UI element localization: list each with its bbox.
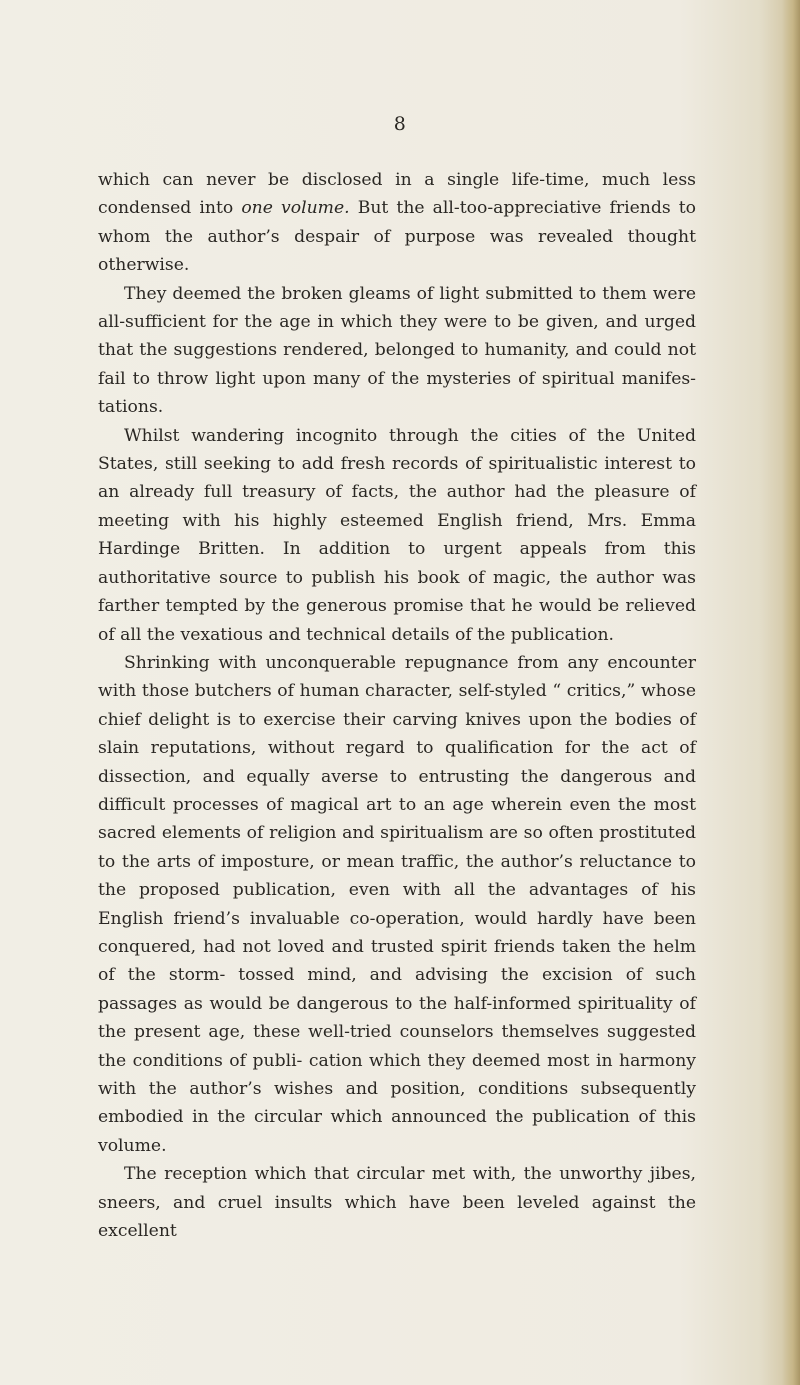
paragraph-1-text-a: which can never be disclosed in a single life-time, much less condensed into [98,170,696,219]
body-text [98,166,696,1245]
page-number: 8 [393,113,407,135]
paragraph-1 [98,166,696,280]
paragraph-1-text-b: But the all-too-appreciative friends to whom the author’s despair of purpose was revealed thought otherwise. [98,198,697,276]
paragraph-3: Whilst wandering incognito through the cities of the United States, still seeking to add fresh records of spiritualistic interest to an already full treasury of facts, the author had the pleasure of meeting with his highly esteemed English friend, Mrs. Emma Hardinge Britten. In addition to urgent appeals from this authoritative source to publish his book of magic, the author was farther tempted by the generous promise that he would be relieved of all the vexatious and technical details of the publication. [98,425,696,645]
paragraph-1-italic: one volume. [241,198,350,219]
page-edge-shadow [782,0,800,1385]
paragraph-4: Shrinking with unconquerable repugnance from any encounter with those butchers of human character, self-styled “ critics,” whose chief delight is to exercise their carving knives upon the bodies of slain reputations, without regard to qualification for the act of dissection, and equally averse to entrusting the dangerous and difficult processes of magical art to an age wherein even the most sacred elements of religion and spiritualism are so often prostituted to the arts of imposture, or mean traffic, the author’s reluctance to the proposed publication, even with all the advantages of his English friend’s invaluable co-operation, would hardly have been conquered, had not loved and trusted spirit friends taken the helm of the storm- tossed mind, and advising the excision of such passages as would be dangerous to the half-informed spirituality of the present age, these well-tried counselors themselves suggested the conditions of publi- cation which they deemed most in harmony with the author’s wishes and position, conditions subsequently embodied in the circular which announced the publication of this volume. [98,652,696,1156]
paragraph-2: They deemed the broken gleams of light submitted to them were all-sufficient for the age in which they were to be given, and urged that the suggestions rendered, belonged to humanity, and could not fail to throw light upon many of the mysteries of spiritual manifes- tations. [98,283,696,418]
paragraph-5: The reception which that circular met with, the unworthy jibes, sneers, and cruel insults which have been leveled against the excellent [98,1164,696,1242]
